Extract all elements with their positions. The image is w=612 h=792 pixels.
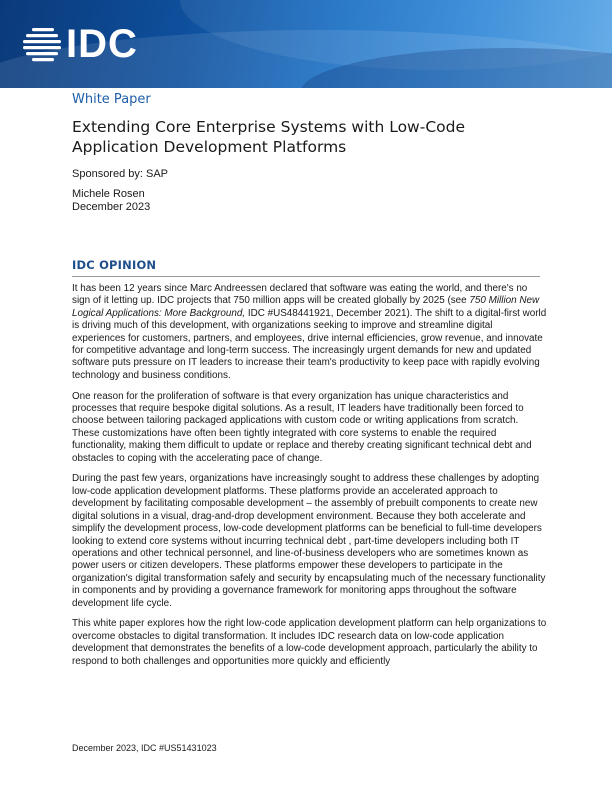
idc-logo: [22, 24, 138, 64]
globe-stripes-icon: [22, 26, 62, 62]
paragraph: During the past few years, organizations have increasingly sought to address these challenges by adopting low-code application development platforms. These platforms provide an accelerated approach to development by facilitating composable development – the assembly of prebuilt components to create new digital solutions in a visual, drag-and-drop development environment. Because they both accelerate and simplify the development process, low-code development platforms can be beneficial to full-time developers looking to extend core systems without incurring technical debt , part-time developers including both IT operations and other technical personnel, and line-of-business developers who are sometimes known as power users or citizen developers. These platforms empower these developers to participate in the organization's digital transformation safely and security by encapsulating much of the necessary functionality in components and by providing a governance framework for monitoring apps throughout the software development life cycle.: [72, 473, 546, 609]
paragraph: One reason for the proliferation of software is that every organization has unique characteristics and processes that require bespoke digital solutions. As a result, IT leaders have traditionally been forced to choose between tailoring packaged applications with custom code or writing applications from scratch. These customizations have often been tightly integrated with core systems to enable the required functionality, making them difficult to update or replace and thereby creating significant technical debt and obstacles to coping with the accelerating pace of change.: [72, 390, 532, 464]
author-name: Michele Rosen: [72, 188, 145, 200]
paragraph: [72, 283, 548, 382]
section-heading: IDC OPINION: [72, 258, 157, 272]
document-type: White Paper: [72, 92, 151, 107]
paragraph: This white paper explores how the right low-code application development platform can help organizations to overcome obstacles to digital transformation. It includes IDC research data on low-code application development that demonstrates the benefits of a low-code development approach, particularly the ability to respond to both challenges and opportunities more quickly and efficiently: [72, 618, 547, 667]
section-body: [72, 283, 548, 676]
header-banner: [0, 0, 612, 88]
paragraph-text: IDC #US48441921, December 2021). The shift to a digital-first world is driving much of this development, with organizations seeking to improve and streamline digital experiences for customers, partners, and employees, drive internal efficiencies, grow revenue, and innovate for competitive advantage and long-term success. The increasingly urgent demands for new and updated software puts pressure on IT leaders to increase their team's productivity to keep pace with rapidly evolving technology and business conditions.: [72, 307, 547, 381]
page-footer: December 2023, IDC #US51431023: [72, 743, 217, 753]
logo-text: IDC: [66, 22, 138, 66]
document-title: Extending Core Enterprise Systems with Low-Code Application Development Platforms: [72, 118, 466, 156]
paragraph-text: It has been 12 years since Marc Andreessen declared that software was eating the world, and there's no sign of it letting up. IDC projects that 750 million apps will be created globally by 2025 (see: [72, 283, 528, 307]
sponsor-line: Sponsored by: SAP: [72, 168, 169, 180]
author-block: [72, 188, 150, 214]
citation-title: 750 Million New Logical Applications: More Background,: [72, 295, 540, 319]
publication-date: December 2023: [72, 201, 151, 213]
section-divider: [72, 276, 540, 277]
